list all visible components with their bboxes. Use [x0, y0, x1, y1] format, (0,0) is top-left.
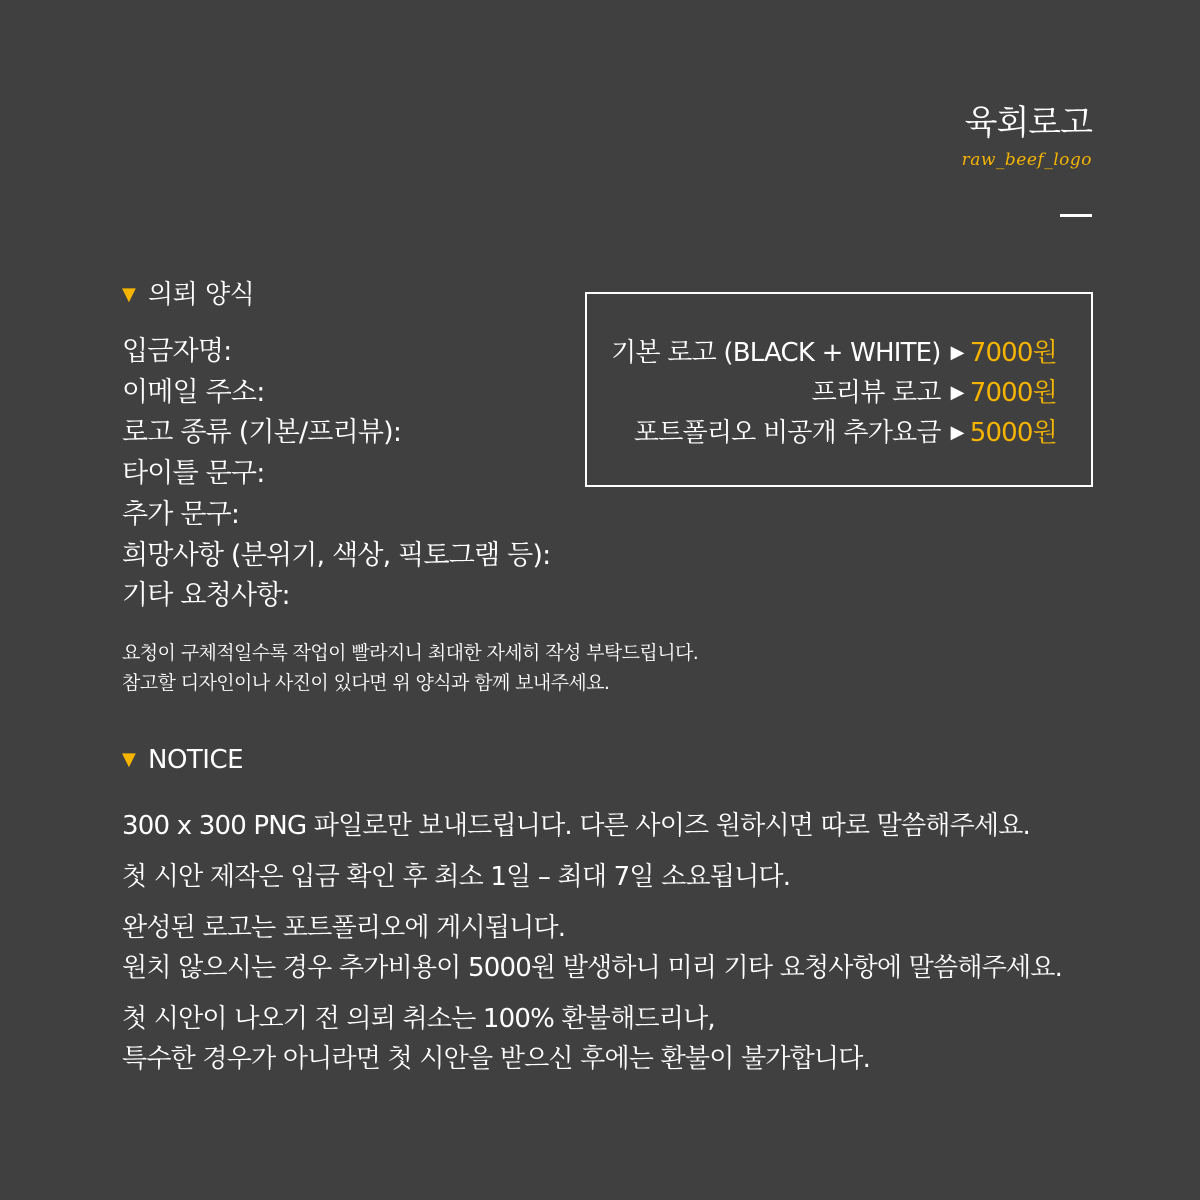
field-wishes: 희망사항 (분위기, 색상, 픽토그램 등):	[122, 539, 551, 571]
notice-line: 첫 시안이 나오기 전 의뢰 취소는 100% 환불해드리나,	[122, 1004, 715, 1034]
form-fields	[122, 332, 550, 617]
notice-heading	[122, 745, 243, 775]
price-value: 7000원	[969, 338, 1057, 368]
price-item: 포트폴리오 비공개 추가요금	[633, 418, 941, 448]
field-extra-text: 추가 문구:	[122, 498, 240, 530]
field-title-text: 타이틀 문구:	[122, 458, 265, 490]
brand-title: 육회로고	[964, 103, 1092, 143]
notice-item-schedule	[122, 857, 1062, 897]
notice-line: 300 x 300 PNG 파일로만 보내드립니다. 다른 사이즈 원하시면 따로 말씀해주세요.	[122, 811, 1031, 841]
price-value: 5000원	[969, 418, 1057, 448]
price-row-portfolio-private	[634, 412, 1057, 449]
price-item: 기본 로고 (BLACK + WHITE)	[611, 338, 941, 368]
price-row-preview-logo	[812, 372, 1057, 409]
price-item: 프리뷰 로고	[811, 378, 941, 408]
right-triangle-icon: ▶	[950, 422, 964, 443]
field-email: 이메일 주소:	[122, 376, 265, 408]
notice-line: 특수한 경우가 아니라면 첫 시안을 받으신 후에는 환불이 불가합니다.	[122, 1044, 871, 1074]
right-triangle-icon: ▶	[950, 382, 964, 403]
form-note-line: 참고할 디자인이나 사진이 있다면 위 양식과 함께 보내주세요.	[122, 672, 610, 694]
notice-item-portfolio	[122, 908, 1062, 988]
notice-line: 완성된 로고는 포트폴리오에 게시됩니다.	[122, 913, 566, 943]
field-logo-type: 로고 종류 (기본/프리뷰):	[122, 417, 402, 449]
notice-item-file-format	[122, 806, 1062, 846]
form-note-line: 요청이 구체적일수록 작업이 빨라지니 최대한 자세히 작성 부탁드립니다.	[122, 642, 699, 664]
price-row-basic-logo	[611, 332, 1057, 369]
right-triangle-icon: ▶	[950, 342, 964, 363]
brand-subtitle: raw_beef_logo	[961, 150, 1092, 170]
form-heading-label: 의뢰 양식	[148, 280, 255, 310]
down-triangle-icon: ▼	[122, 284, 136, 305]
price-value: 7000원	[969, 378, 1057, 408]
notice-line: 첫 시안 제작은 입금 확인 후 최소 1일 – 최대 7일 소요됩니다.	[122, 862, 791, 892]
field-depositor-name: 입금자명:	[122, 336, 232, 367]
notice-item-refund	[122, 999, 1062, 1079]
brand-divider	[1060, 214, 1092, 217]
field-other-requests: 기타 요청사항:	[122, 580, 290, 612]
notice-line: 원치 않으시는 경우 추가비용이 5000원 발생하니 미리 기타 요청사항에 말씀해주세요.	[122, 953, 1063, 983]
brand	[962, 100, 1092, 170]
price-box	[585, 292, 1093, 487]
notice-heading-label: NOTICE	[148, 745, 244, 775]
down-triangle-icon: ▼	[122, 749, 136, 770]
form-heading	[122, 274, 254, 311]
notice-list	[122, 806, 1062, 1079]
form-note	[122, 638, 698, 698]
